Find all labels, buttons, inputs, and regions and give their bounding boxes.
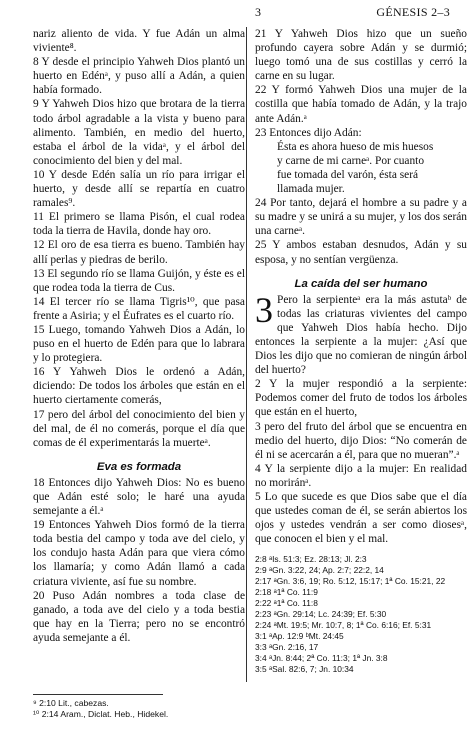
verse-paragraph: Pero la serpienteᵃ era la más astutaᵇ de todas las criaturas vivientes del campo que Yahweh Dios había hecho. Dijo entonces la serpiente a la mujer: ¿Así que Dios les dijo que no comieran de ningún árbol del huerto?: [255, 293, 467, 377]
running-head: GÉNESIS 2–3: [376, 5, 450, 19]
chapter-dropcap: 3: [255, 289, 273, 330]
cross-reference: 2:23 ᵃGn. 29:14; Lc. 24:39; Ef. 5:30: [255, 609, 387, 620]
verse-paragraph: 23 Entonces dijo Adán:: [255, 126, 362, 139]
verse-paragraph: 11 El primero se llama Pisón, el cual rodea toda la tierra de Havila, donde hay oro.: [33, 211, 245, 238]
verse-paragraph: 9 Y Yahweh Dios hizo que brotara de la tierra todo árbol agradable a la vista y bueno para alimento. También, en medio del huerto, estaba el árbol de la vidaᵃ, y el árbol del conocimiento del bien y del mal.: [33, 98, 245, 167]
verse-paragraph: 2 Y la mujer respondió a la serpiente: Podemos comer del fruto de todos los árboles que están en el huerto,: [255, 378, 467, 419]
right-column: [255, 27, 467, 675]
verse-paragraph: 18 Entonces dijo Yahweh Dios: No es bueno que Adán esté solo; le haré una ayuda semejante a él.ᵃ: [33, 476, 245, 518]
cross-reference: 2:9 ᵃGn. 3:22, 24; Ap. 2:7; 22:2, 14: [255, 565, 384, 576]
cross-reference: 2:17 ᵃGn. 3:6, 19; Ro. 5:12, 15:17; 1ª Co. 15:21, 22: [255, 576, 446, 587]
verse-paragraph: 5 Lo que sucede es que Dios sabe que el día que ustedes coman de él, se serán abiertos los ojos y ustedes vendrán a ser como diosesᵃ, que conocen el bien y el mal.: [255, 491, 467, 546]
poem-block: [255, 140, 467, 196]
footnotes: [33, 698, 168, 720]
verse-paragraph: 8 Y desde el principio Yahweh Dios plantó un huerto en Edénᵃ, y puso allí a Adán, a quien había formado.: [33, 56, 245, 97]
section-heading: La caída del ser humano: [294, 277, 428, 290]
cross-reference: 2:24 ᵃMt. 19:5; Mr. 10:7, 8; 1ª Co. 6:16; Ef. 5:31: [255, 620, 432, 631]
poem-line: fue tomada del varón, ésta será: [277, 168, 419, 181]
verse-paragraph: 15 Luego, tomando Yahweh Dios a Adán, lo puso en el huerto de Edén para que lo labrara y lo protegiera.: [33, 323, 245, 365]
verse-paragraph: 12 El oro de esa tierra es bueno. También hay allí perlas y piedras de berilo.: [33, 239, 245, 266]
verse-paragraph: nariz aliento de vida. Y fue Adán un alma viviente⁸.: [33, 28, 245, 55]
verse-paragraph: 24 Por tanto, dejará el hombre a su padre y a su madre y se unirá a su mujer, y los dos serán una carneᵃ.: [255, 197, 467, 238]
verse-paragraph: 25 Y ambos estaban desnudos, Adán y su esposa, y no sentían vergüenza.: [255, 239, 467, 266]
cross-reference: 3:3 ᵃGn. 2:16, 17: [255, 642, 319, 653]
cross-reference: 2:18 ᵃ1ª Co. 11:9: [255, 587, 318, 598]
verse-paragraph: 22 Y formó Yahweh Dios una mujer de la costilla que había tomado de Adán, y la trajo ante Adán.ᵃ: [255, 84, 467, 125]
verse-paragraph: 14 El tercer río se llama Tigris¹⁰, que pasa frente a Asiria; y el Éufrates es el cuarto río.: [33, 295, 245, 322]
verse-paragraph: 17 pero del árbol del conocimiento del bien y del mal, de él no comerás, porque el día que comas de él experimentarás la muerteᵃ.: [33, 408, 245, 449]
chapter-opening: [255, 289, 467, 378]
footnote: ¹⁰ 2:14 Aram., Diclat. Heb., Hidekel.: [33, 709, 169, 719]
cross-reference: 3:5 ᵃSal. 82:6, 7; Jn. 10:34: [255, 664, 354, 675]
poem-line: llamada mujer.: [277, 183, 345, 196]
verse-paragraph: 4 Y la serpiente dijo a la mujer: En realidad no moriránᵃ.: [255, 462, 467, 489]
footnote-rule: [33, 694, 163, 695]
poem-line: Ésta es ahora hueso de mis huesos: [277, 140, 434, 153]
cross-reference: 3:4 ᵃJn. 8:44; 2ª Co. 11:3; 1ª Jn. 3:8: [255, 653, 388, 664]
cross-reference: 2:8 ᵃIs. 51:3; Ez. 28:13; Jl. 2:3: [255, 554, 367, 565]
page-number: 3: [255, 5, 261, 19]
cross-references: [255, 554, 467, 675]
verse-paragraph: 13 El segundo río se llama Guijón, y éste es el que rodea toda la tierra de Cus.: [33, 267, 245, 294]
footnote: ⁹ 2:10 Lit., cabezas.: [33, 698, 109, 708]
section-heading: Eva es formada: [96, 460, 182, 473]
verse-paragraph: 20 Puso Adán nombres a toda clase de ganado, a toda ave del cielo y a toda bestia que hay en la Tierra; pero no se encontró ayuda semejante a él.: [33, 589, 245, 644]
verse-paragraph: 21 Y Yahweh Dios hizo que un sueño profundo cayera sobre Adán y se durmió; luego tomó una de sus costillas y cerró la carne en su lugar.: [255, 28, 467, 83]
verse-paragraph: 10 Y desde Edén salía un río para irrigar el huerto, y desde allí se repartía en cuatro ramales⁹.: [33, 168, 245, 210]
cross-reference: 3:1 ᵃAp. 12:9 ᵇMt. 24:45: [255, 631, 344, 642]
cross-reference: 2:22 ᵃ1ª Co. 11:8: [255, 598, 318, 609]
verse-paragraph: 3 pero del fruto del árbol que se encuentra en medio del huerto, dijo Dios: “No comerán de él ni se acercarán a él, para que no mueran”.ᵃ: [255, 420, 467, 461]
column-divider: [246, 27, 247, 682]
verse-paragraph: 16 Y Yahweh Dios le ordenó a Adán, diciendo: De todos los árboles que están en el huerto ciertamente comerás,: [33, 366, 245, 407]
left-column: [33, 27, 245, 645]
poem-line: y carne de mi carneᵃ. Por cuanto: [277, 154, 425, 167]
verse-paragraph: 19 Entonces Yahweh Dios formó de la tierra toda bestia del campo y toda ave del cielo, y los condujo hasta Adán para que viera cómo los llamaría; y como Adán llamó a cada criatura viviente, así fue su nombre.: [33, 519, 245, 588]
